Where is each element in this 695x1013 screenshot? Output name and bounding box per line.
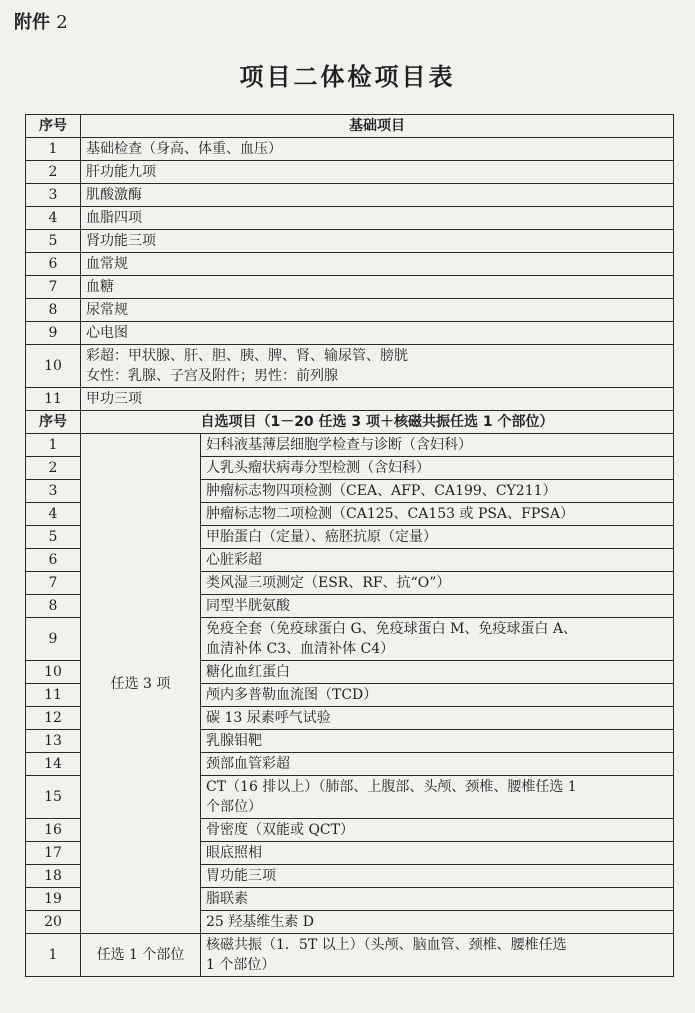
table-row (26, 207, 674, 230)
row-item: 尿常规 (81, 299, 674, 322)
row-item: 血脂四项 (81, 207, 674, 230)
row-item-line: 核磁共振（1．5T 以上）（头颅、脑血管、颈椎、腰椎任选 (206, 937, 567, 953)
row-number: 14 (26, 753, 81, 776)
row-item: 25 羟基维生素 D (201, 911, 674, 934)
row-item: 心脏彩超 (201, 549, 674, 572)
row-item: 肾功能三项 (81, 230, 674, 253)
table-row (26, 253, 674, 276)
row-item: 基础检查（身高、体重、血压） (81, 138, 674, 161)
row-item-line: 个部位） (206, 799, 262, 815)
table-row (26, 161, 674, 184)
group-label-choose-3: 任选 3 项 (81, 434, 201, 934)
row-number: 2 (26, 161, 81, 184)
attachment-prefix: 附件 (14, 12, 50, 33)
row-number: 7 (26, 572, 81, 595)
row-item (81, 345, 674, 388)
table-row (26, 299, 674, 322)
row-item: 肝功能九项 (81, 161, 674, 184)
attachment-label (14, 8, 68, 34)
row-number: 1 (26, 434, 81, 457)
row-number: 3 (26, 480, 81, 503)
row-item: 血常规 (81, 253, 674, 276)
row-number: 6 (26, 253, 81, 276)
row-item (201, 776, 674, 819)
row-number: 10 (26, 345, 81, 388)
basic-header-no: 序号 (26, 115, 81, 138)
table-row (26, 388, 674, 411)
row-number: 9 (26, 618, 81, 661)
row-number: 4 (26, 503, 81, 526)
row-number: 5 (26, 230, 81, 253)
row-item: 类风湿三项测定（ESR、RF、抗“O”） (201, 572, 674, 595)
row-number: 15 (26, 776, 81, 819)
row-item: 甲功三项 (81, 388, 674, 411)
table-row (26, 230, 674, 253)
row-item: 乳腺钼靶 (201, 730, 674, 753)
row-item: 胃功能三项 (201, 865, 674, 888)
row-item: 同型半胱氨酸 (201, 595, 674, 618)
row-item: 肿瘤标志物二项检测（CA125、CA153 或 PSA、FPSA） (201, 503, 674, 526)
row-number: 6 (26, 549, 81, 572)
optional-header-no: 序号 (26, 411, 81, 434)
table-row (26, 322, 674, 345)
table-row (26, 184, 674, 207)
row-item: 肌酸激酶 (81, 184, 674, 207)
row-number: 5 (26, 526, 81, 549)
optional-header-row (26, 411, 674, 434)
exam-items-table (25, 114, 674, 977)
table-row-mri (26, 934, 674, 977)
row-item: 骨密度（双能或 QCT） (201, 819, 674, 842)
row-item: 糖化血红蛋白 (201, 661, 674, 684)
row-number: 8 (26, 299, 81, 322)
row-number: 13 (26, 730, 81, 753)
row-number: 11 (26, 684, 81, 707)
row-item: 血糖 (81, 276, 674, 299)
row-number: 18 (26, 865, 81, 888)
row-item (201, 934, 674, 977)
row-item-line: 女性：乳腺、子宫及附件；男性：前列腺 (86, 368, 338, 384)
basic-header-row (26, 115, 674, 138)
row-number: 7 (26, 276, 81, 299)
row-item: 心电图 (81, 322, 674, 345)
row-number: 2 (26, 457, 81, 480)
row-item-line: 免疫全套（免疫球蛋白 G、免疫球蛋白 M、免疫球蛋白 A、 (206, 621, 577, 637)
row-item: 甲胎蛋白（定量）、癌胚抗原（定量） (201, 526, 674, 549)
row-number: 1 (26, 138, 81, 161)
row-item-line: 1 个部位） (206, 957, 276, 973)
table-row (26, 276, 674, 299)
row-number: 11 (26, 388, 81, 411)
row-number: 19 (26, 888, 81, 911)
row-number: 3 (26, 184, 81, 207)
row-number: 10 (26, 661, 81, 684)
table-row (26, 345, 674, 388)
row-item-line: CT（16 排以上）（肺部、上腹部、头颅、颈椎、腰椎任选 1 (206, 779, 577, 795)
row-item: 碳 13 尿素呼气试验 (201, 707, 674, 730)
row-item: 脂联素 (201, 888, 674, 911)
row-item-line: 血清补体 C3、血清补体 C4） (206, 641, 395, 657)
row-number: 20 (26, 911, 81, 934)
row-item: 颅内多普勒血流图（TCD） (201, 684, 674, 707)
row-item: 人乳头瘤状病毒分型检测（含妇科） (201, 457, 674, 480)
row-number: 1 (26, 934, 81, 977)
row-item: 眼底照相 (201, 842, 674, 865)
row-number: 9 (26, 322, 81, 345)
table-row (26, 138, 674, 161)
attachment-number: 2 (56, 12, 68, 33)
row-item: 颈部血管彩超 (201, 753, 674, 776)
group-label-choose-1: 任选 1 个部位 (81, 934, 201, 977)
row-item-line: 彩超：甲状腺、肝、胆、胰、脾、肾、输尿管、膀胱 (86, 348, 408, 364)
table-row (26, 434, 674, 457)
row-item: 妇科液基薄层细胞学检查与诊断（含妇科） (201, 434, 674, 457)
row-number: 16 (26, 819, 81, 842)
row-item: 肿瘤标志物四项检测（CEA、AFP、CA199、CY211） (201, 480, 674, 503)
row-item (201, 618, 674, 661)
row-number: 12 (26, 707, 81, 730)
basic-header-item: 基础项目 (81, 115, 674, 138)
row-number: 17 (26, 842, 81, 865)
row-number: 8 (26, 595, 81, 618)
row-number: 4 (26, 207, 81, 230)
page-title: 项目二体检项目表 (239, 63, 456, 91)
optional-header-item: 自选项目（1－20 任选 3 项＋核磁共振任选 1 个部位） (81, 411, 674, 434)
